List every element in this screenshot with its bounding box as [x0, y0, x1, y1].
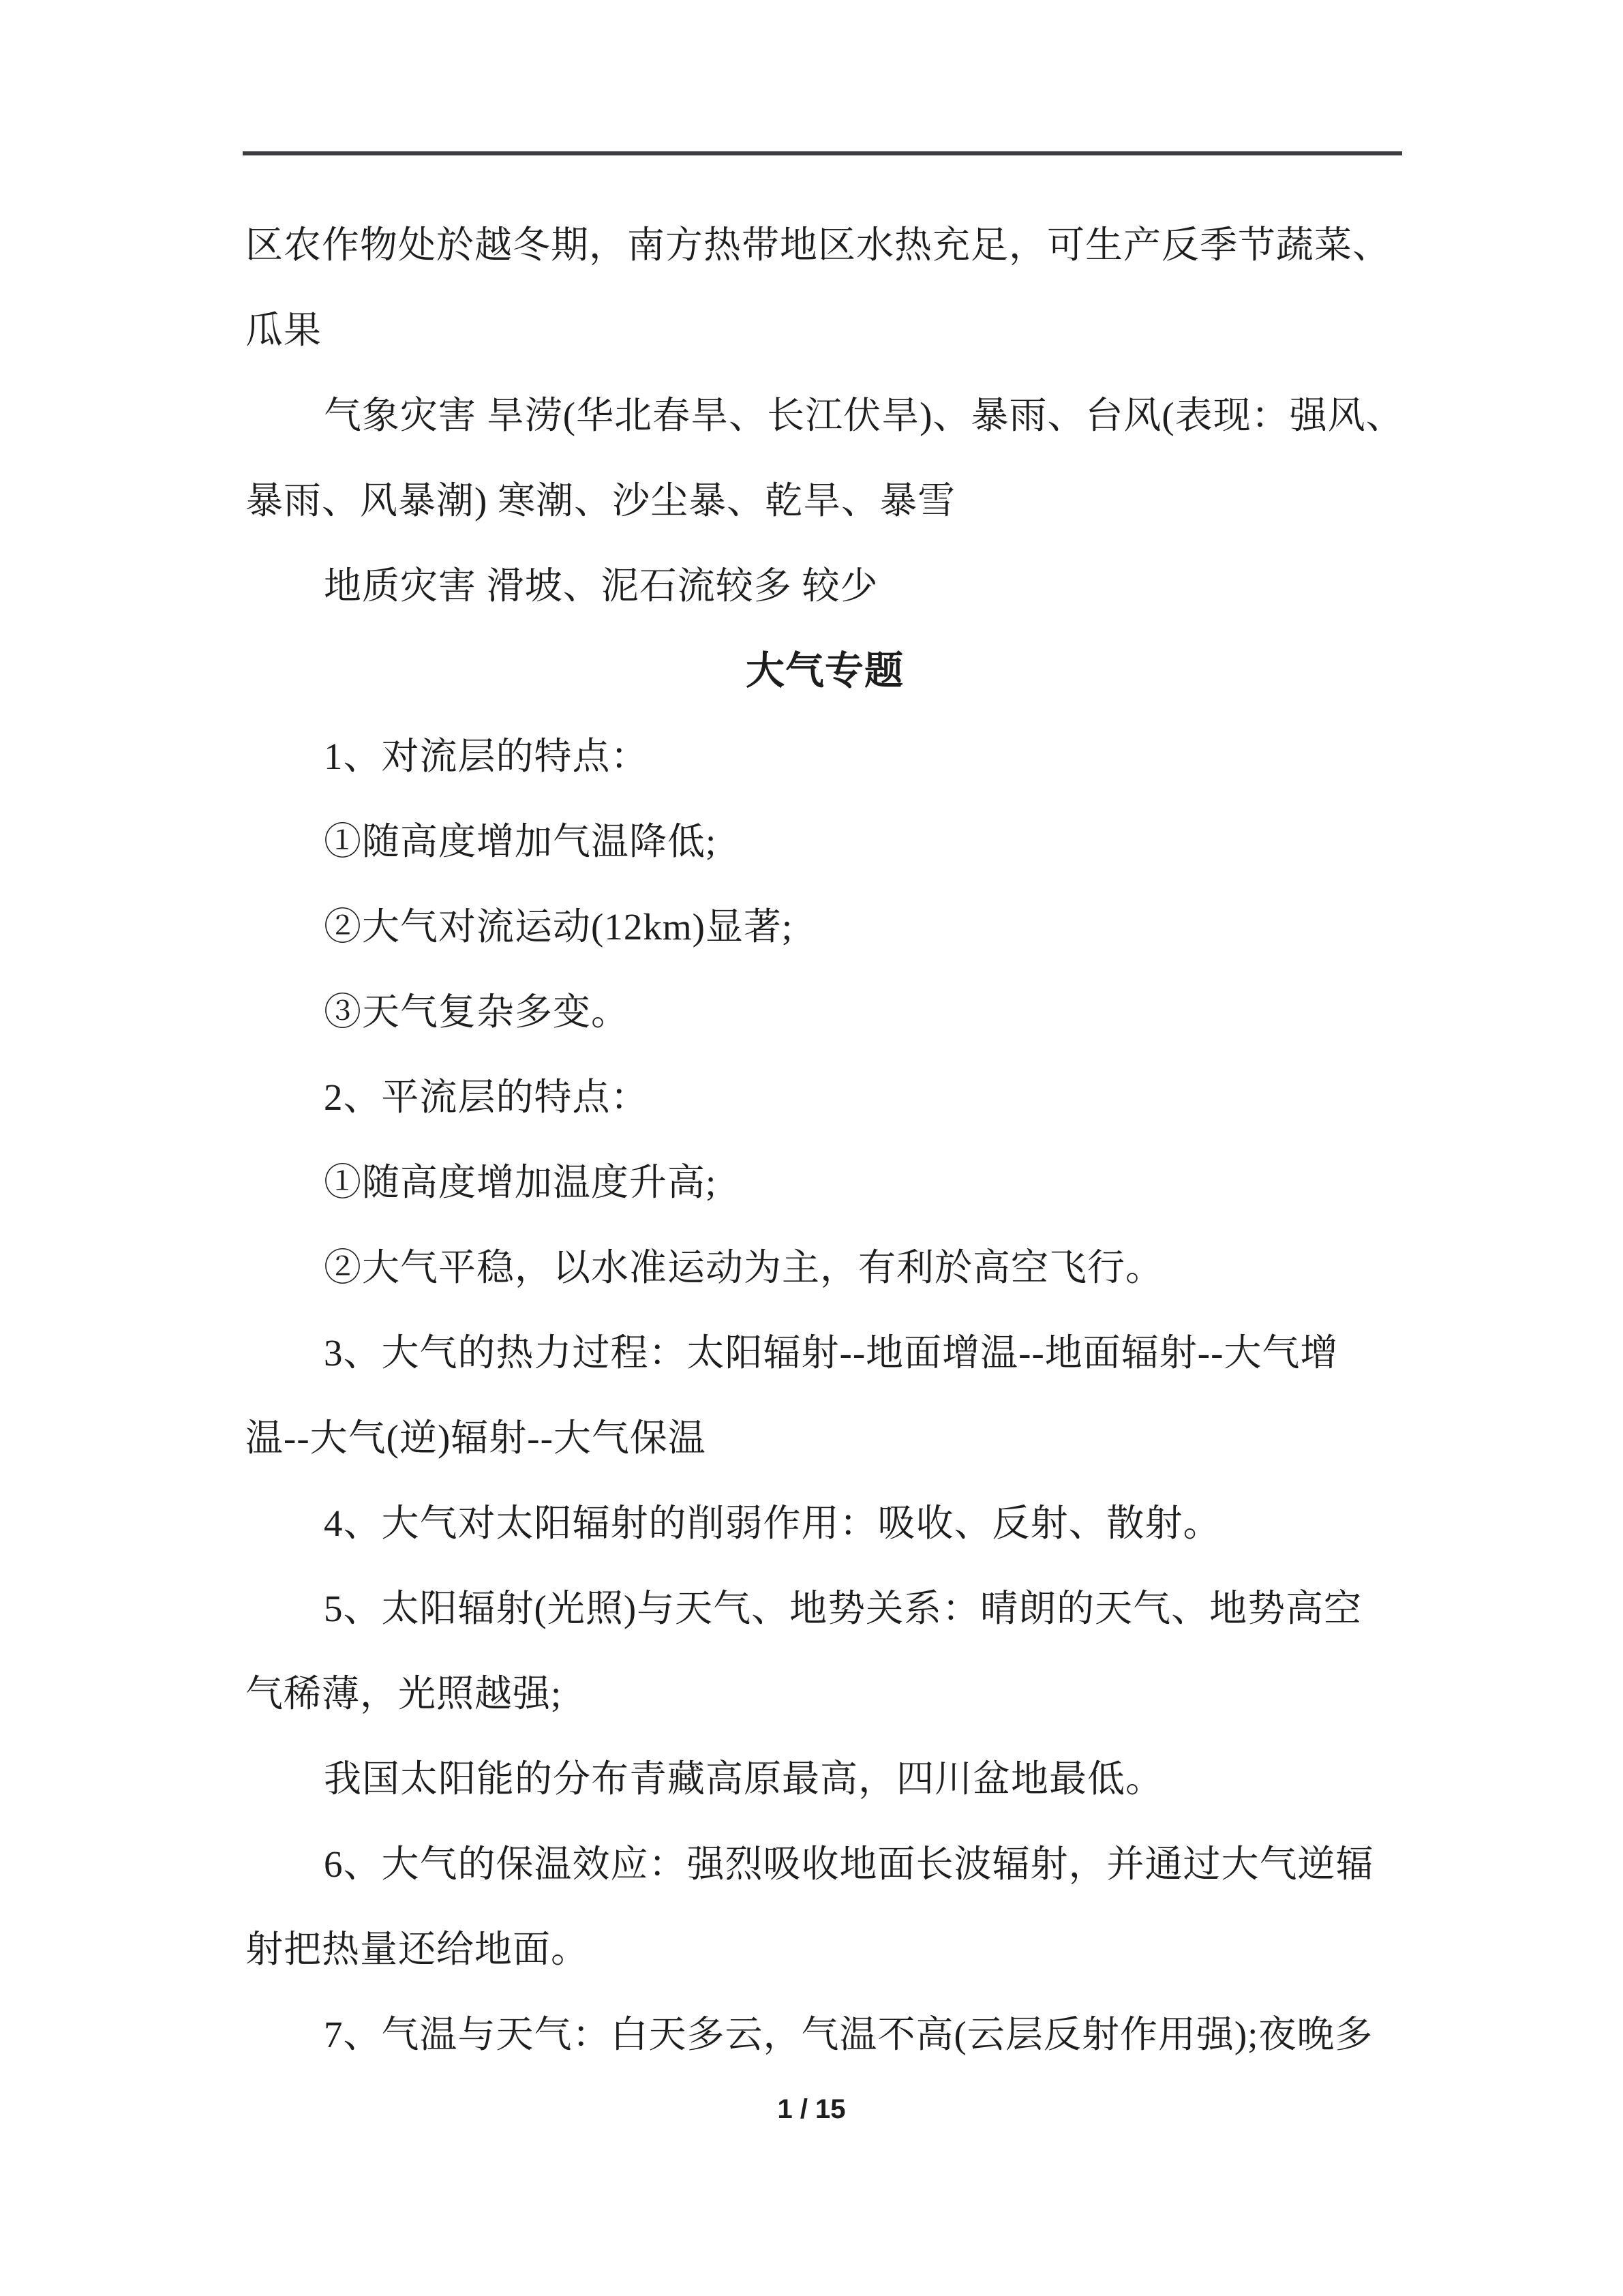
text-line: 7、气温与天气：白天多云，气温不高(云层反射作用强);夜晚多 [324, 2014, 1374, 2055]
text-line: ②大气对流运动(12km)显著; [324, 906, 793, 948]
text-line: 4、大气对太阳辐射的削弱作用：吸收、反射、散射。 [324, 1502, 1222, 1544]
text-line: 1、对流层的特点： [324, 736, 649, 777]
document-body [245, 202, 1404, 2077]
text-line: 区农作物处於越冬期，南方热带地区水热充足，可生产反季节蔬菜、 [245, 224, 1391, 266]
text-line: ②大气平稳，以水准运动为主，有利於高空飞行。 [324, 1247, 1164, 1288]
page-number-footer: 1 / 15 [777, 2094, 846, 2124]
text-line: ①随高度增加温度升高; [324, 1162, 717, 1203]
text-line: 气象灾害 旱涝(华北春旱、长江伏旱)、暴雨、台风(表现：强风、 [324, 395, 1404, 436]
text-line: 地质灾害 滑坡、泥石流较多 较少 [324, 565, 879, 607]
text-line: ①随高度增加气温降低; [324, 821, 717, 862]
text-line: 气稀薄，光照越强; [245, 1673, 562, 1715]
text-line: 温--大气(逆)辐射--大气保温 [245, 1417, 706, 1459]
text-line: 3、大气的热力过程：太阳辐射--地面增温--地面辐射--大气增 [324, 1332, 1339, 1374]
section-heading: 大气专题 [746, 650, 904, 693]
text-line: 5、太阳辐射(光照)与天气、地势关系：晴朗的天气、地势高空 [324, 1588, 1363, 1629]
text-line: ③天气复杂多变。 [324, 991, 630, 1033]
text-line: 暴雨、风暴潮) 寒潮、沙尘暴、乾旱、暴雪 [245, 480, 956, 522]
text-line: 我国太阳能的分布青藏高原最高，四川盆地最低。 [324, 1758, 1164, 1800]
header-rule [243, 151, 1402, 155]
text-line: 6、大气的保温效应：强烈吸收地面长波辐射，并通过大气逆辐 [324, 1843, 1374, 1885]
text-line: 射把热量还给地面。 [245, 1929, 590, 1970]
text-line: 瓜果 [245, 309, 322, 351]
text-line: 2、平流层的特点： [324, 1076, 649, 1118]
